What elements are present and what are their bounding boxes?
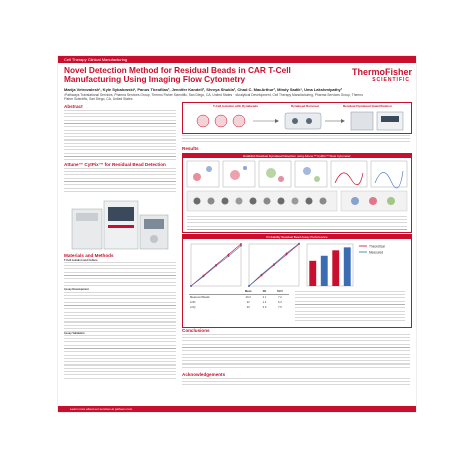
methods-tcell-text [64, 262, 176, 288]
figure2-title: Establish Residual Dynabead Detection using Attune™ CytPix™ Flow Cytometer [183, 154, 411, 158]
table-header: Mean [238, 289, 258, 295]
chart-legend [359, 245, 385, 255]
data-point-0-1-3 [228, 255, 230, 257]
logo-main: ThermoFisher [352, 67, 413, 77]
poster-title: Novel Detection Method for Residual Beads in CAR T-Cell Manufacturing Using Imaging Flow Cytometry [64, 65, 291, 84]
legend-theoretical: Theoretical [369, 244, 385, 249]
linearity-chart-b [248, 243, 300, 287]
table-cell: 3.0 [262, 306, 267, 309]
workflow-step-3-label: Residual Dynabead Quantification [343, 104, 392, 108]
abstract-heading: Abstract [64, 104, 83, 109]
data-point-0-0-4 [240, 243, 242, 245]
acknowledgements-heading: Acknowledgements [182, 372, 226, 377]
figure3-caption [295, 291, 405, 321]
attune-text [64, 168, 176, 192]
category-label: Cell Therapy Clinical Manufacturing [64, 57, 128, 62]
bar-0 [309, 261, 316, 286]
table-cell: LOQ [190, 306, 196, 309]
conclusions-heading: Conclusions [182, 328, 210, 333]
footer-link-text[interactable]: Learn more about our services at patheon.com [70, 407, 133, 411]
table-header: SD [258, 289, 271, 295]
data-point-1-1-4 [298, 243, 300, 245]
table-cell: 29.3 [245, 296, 251, 299]
legend-measured: Measured [369, 250, 384, 255]
table-cell: 2.1 [262, 296, 267, 299]
figure1-caption [182, 135, 410, 145]
figure2-caption [187, 216, 407, 230]
methods-sub-assay-val: Assay Validation [64, 331, 85, 335]
linearity-chart-a [190, 243, 242, 287]
workflow-step-2-label: Dynabead Removal [291, 104, 319, 108]
data-point-1-1-1 [261, 274, 263, 276]
workflow-diagram [183, 109, 411, 133]
abstract-text [64, 110, 176, 160]
table-header: %CV [271, 289, 289, 295]
table-row [189, 305, 289, 310]
data-point-1-1-2 [273, 263, 275, 265]
table-cell: 22 [246, 301, 250, 304]
data-point-0-1-0 [190, 285, 192, 287]
bar-3 [344, 247, 351, 286]
methods-heading: Materials and Methods [64, 253, 114, 258]
table-cell: 1.4 [262, 301, 267, 304]
logo-sub: SCIENTIFIC [372, 77, 410, 83]
data-point-0-1-4 [240, 245, 242, 247]
methods-assay-dev-text [64, 292, 176, 332]
workflow-figure [182, 102, 412, 134]
data-point-1-1-0 [248, 285, 250, 287]
left-column [64, 104, 176, 404]
table-cell: Measured Beads [190, 296, 210, 299]
detection-figure [182, 153, 412, 233]
bar-2 [332, 250, 339, 286]
poster [58, 56, 416, 412]
workflow-step-1-label: T-Cell Isolation with Dynabeads [213, 104, 259, 108]
image-grid [187, 191, 407, 211]
methods-assay-val-text [64, 335, 176, 381]
data-point-0-0-3 [228, 254, 230, 256]
performance-figure [182, 234, 412, 328]
data-point-0-1-2 [215, 265, 217, 267]
results-heading: Results [182, 146, 199, 151]
attune-instrument-image [64, 195, 176, 253]
table-cell: 6.3 [278, 301, 282, 304]
attune-heading: Attune™ CytPix™ for Residual Bead Detection [64, 162, 166, 167]
data-point-0-1-1 [203, 275, 205, 277]
precision-table [189, 289, 289, 310]
acknowledgements-text [182, 378, 410, 388]
conclusions-text [182, 334, 410, 370]
affiliations: ¹Pathways Translational Services, Pharma Services Group, Thermo Fisher Scientific, San Diego, CA, United States · ²Analytical Development, Cell Therapy Manufacturing, Pharma Services Group, Thermo Fisher Scientific, San Diego, CA, United States [64, 93, 364, 101]
instrument-illustration [64, 195, 176, 253]
bar-1 [321, 256, 328, 286]
precision-bar-chart [307, 244, 353, 286]
conclusions-section [182, 328, 410, 388]
category-band [58, 56, 416, 63]
table-cell: 7.5 [278, 306, 282, 309]
data-point-1-1-3 [286, 252, 288, 254]
table-cell: LOD [190, 301, 196, 304]
scatter-panels [187, 161, 407, 188]
figure3-title: Probability Residual Bead Assay Performance [183, 235, 411, 239]
table-cell: 40 [246, 306, 250, 309]
methods-sub-assay-dev: Assay Development [64, 288, 89, 292]
thermo-fisher-logo [352, 67, 413, 84]
author-list: Marija Vetrovalesh¹, Kyle Sybalcwski¹, Panos Theofilas², Jennifer Kandell², Shreya Shukla², Chad C. MacArthur², Mindy Sadik¹, Uma Lakshmipathy² [64, 87, 343, 92]
methods-sub-tcell: T-Cell Isolation and Culture [64, 259, 98, 262]
poster-footer [58, 406, 416, 412]
table-cell: 7.2 [278, 296, 282, 299]
